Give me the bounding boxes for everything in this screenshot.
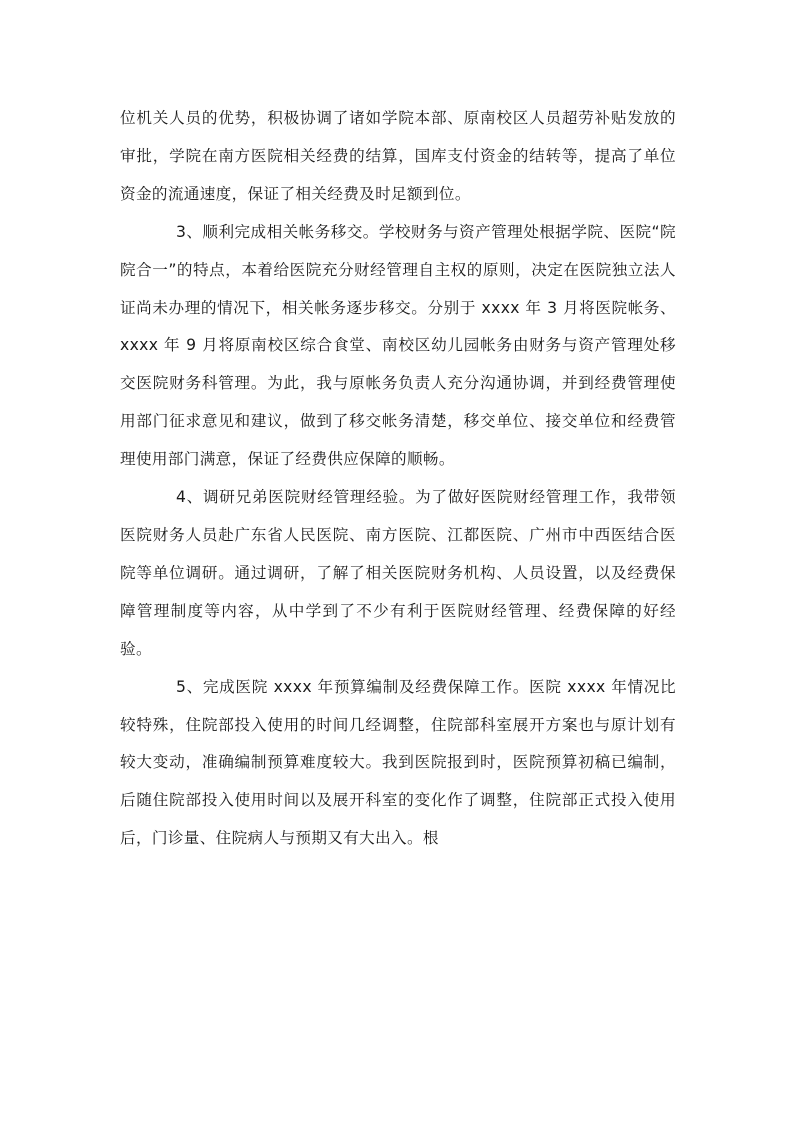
paragraph-item-5-budget-preparation: 5、完成医院 xxxx 年预算编制及经费保障工作。医院 xxxx 年情况比较特殊，住院部投入使用的时间几经调整，住院部科室展开方案也与原计划有较大变动，准确编制预算难度较大。我到医院报到时，医院预算初稿已编制，后随住院部投入使用时间以及展开科室的变化作了调整，住院部正式投入使用后，门诊量、住院病人与预期又有大出入。根 — [120, 677, 676, 848]
paragraph-item-3-account-transfer: 3、顺利完成相关帐务移交。学校财务与资产管理处根据学院、医院“院院合一”的特点，本着给医院充分财经管理自主权的原则，决定在医院独立法人证尚未办理的情况下，相关帐务逐步移交。分别于 xxxx 年 3 月将医院帐务、xxxx 年 9 月将原南校区综合食堂、南校区幼儿园帐务由财务与资产管理处移交医院财务科管理。为此，我与原帐务负责人充分沟通协调，并到经费管理使用部门征求意见和建议，做到了移交帐务清楚，移交单位、接交单位和经费管理使用部门满意，保证了经费供应保障的顺畅。 — [120, 222, 676, 469]
paragraph-item-4-hospital-research: 4、调研兄弟医院财经管理经验。为了做好医院财经管理工作，我带领医院财务人员赴广东省人民医院、南方医院、江都医院、广州市中西医结合医院等单位调研。通过调研，了解了相关医院财务机构、人员设置，以及经费保障管理制度等内容，从中学到了不少有利于医院财经管理、经费保障的好经验。 — [120, 488, 676, 658]
paragraph-continuation: 位机关人员的优势，积极协调了诸如学院本部、原南校区人员超劳补贴发放的审批，学院在南方医院相关经费的结算，国库支付资金的结转等，提高了单位资金的流通速度，保证了相关经费及时足额到位。 — [120, 109, 676, 203]
document-body — [120, 100, 676, 858]
